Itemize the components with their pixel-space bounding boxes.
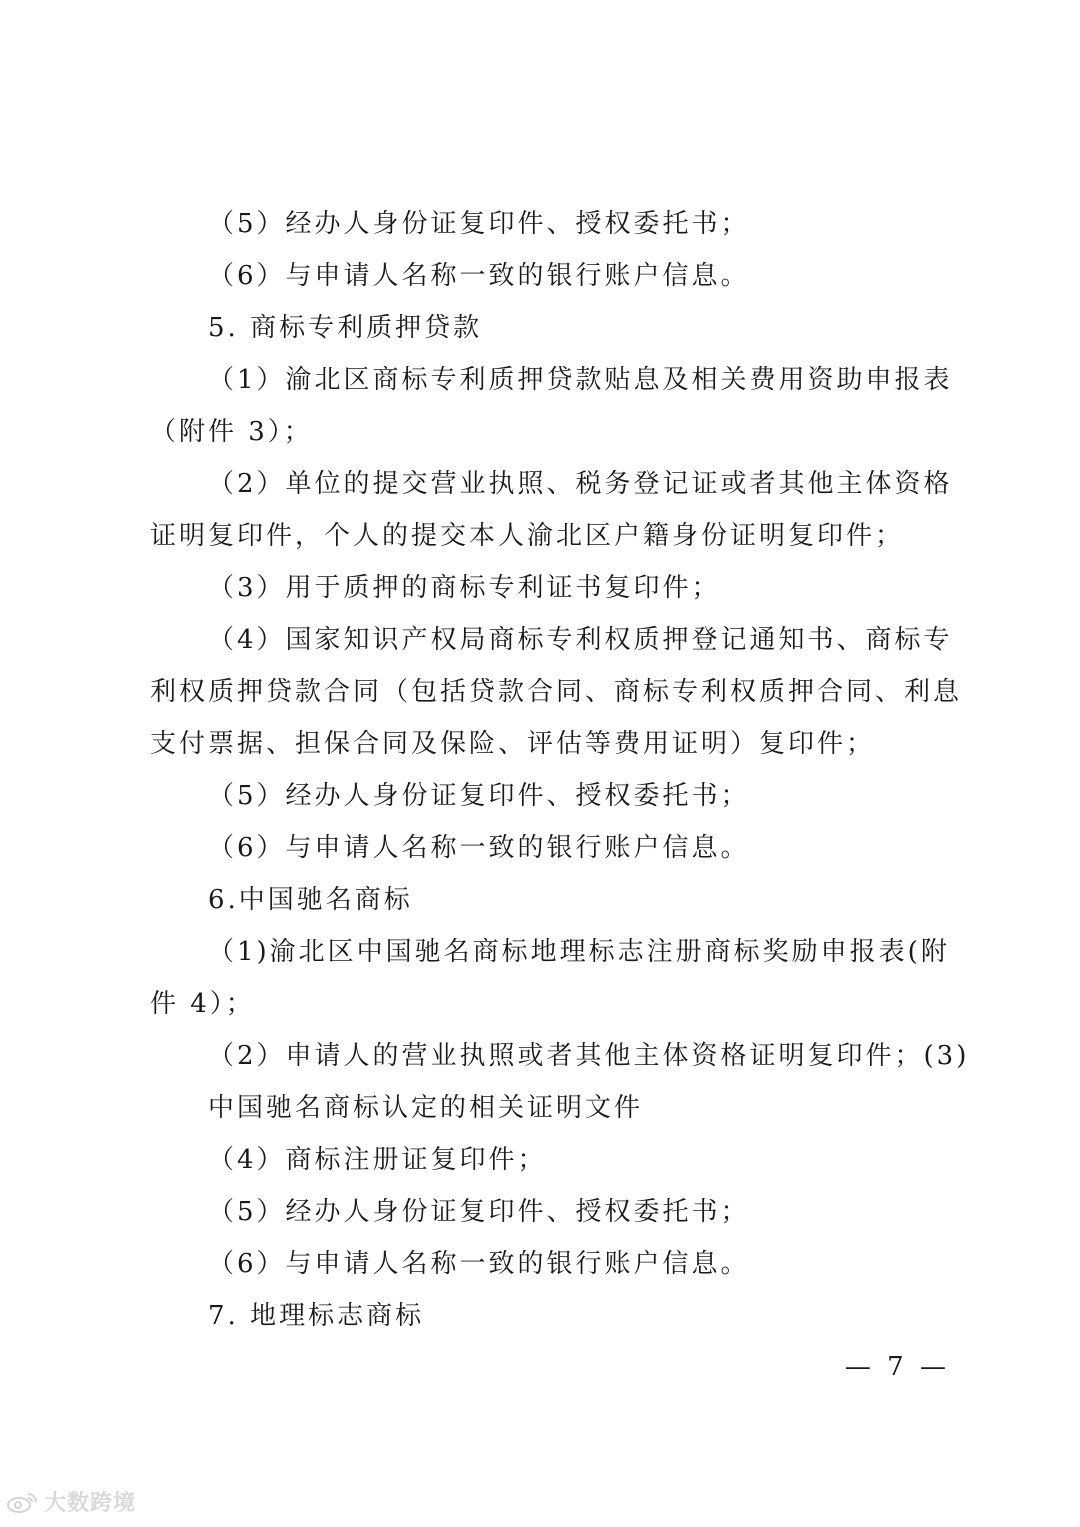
text-line: （5）经办人身份证复印件、授权委托书； (208, 1197, 750, 1227)
watermark (6, 1486, 136, 1517)
text-line: （6）与申请人名称一致的银行账户信息。 (208, 1249, 750, 1279)
text-line: （2）单位的提交营业执照、税务登记证或者其他主体资格 (208, 469, 953, 499)
section-heading: 7. 地理标志商标 (208, 1301, 425, 1331)
text-line: （4）商标注册证复印件； (208, 1145, 547, 1175)
text-line: 利权质押贷款合同（包括贷款合同、商标专利权质押合同、利息 (150, 677, 963, 707)
watermark-text: 大数跨境 (44, 1491, 137, 1516)
text-line: （1）渝北区商标专利质押贷款贴息及相关费用资助申报表 (208, 365, 953, 395)
text-line: （1)渝北区中国驰名商标地理标志注册商标奖励申报表(附 (208, 937, 950, 967)
text-line: 件 4）； (150, 989, 255, 1019)
text-line: （5）经办人身份证复印件、授权委托书； (208, 209, 750, 239)
text-line: 支付票据、担保合同及保险、评估等费用证明）复印件； (150, 729, 876, 759)
section-heading: 6.中国驰名商标 (208, 885, 413, 915)
text-line: （4）国家知识产权局商标专利权质押登记通知书、商标专 (208, 625, 953, 655)
text-line: （5）经办人身份证复印件、授权委托书； (208, 781, 750, 811)
page-number: — 7 — (844, 1352, 950, 1382)
text-line: （3）用于质押的商标专利证书复印件； (208, 573, 721, 603)
weibo-logo-icon (6, 1490, 40, 1514)
text-line: （6）与申请人名称一致的银行账户信息。 (208, 833, 750, 863)
text-line: （6）与申请人名称一致的银行账户信息。 (208, 261, 750, 291)
text-line: （2）申请人的营业执照或者其他主体资格证明复印件；(3) (208, 1041, 970, 1071)
section-heading: 5. 商标专利质押贷款 (208, 313, 483, 343)
text-line: （附件 3）； (150, 417, 313, 447)
text-line: 证明复印件，个人的提交本人渝北区户籍身份证明复印件； (150, 521, 905, 551)
text-line: 中国驰名商标认定的相关证明文件 (208, 1093, 644, 1123)
